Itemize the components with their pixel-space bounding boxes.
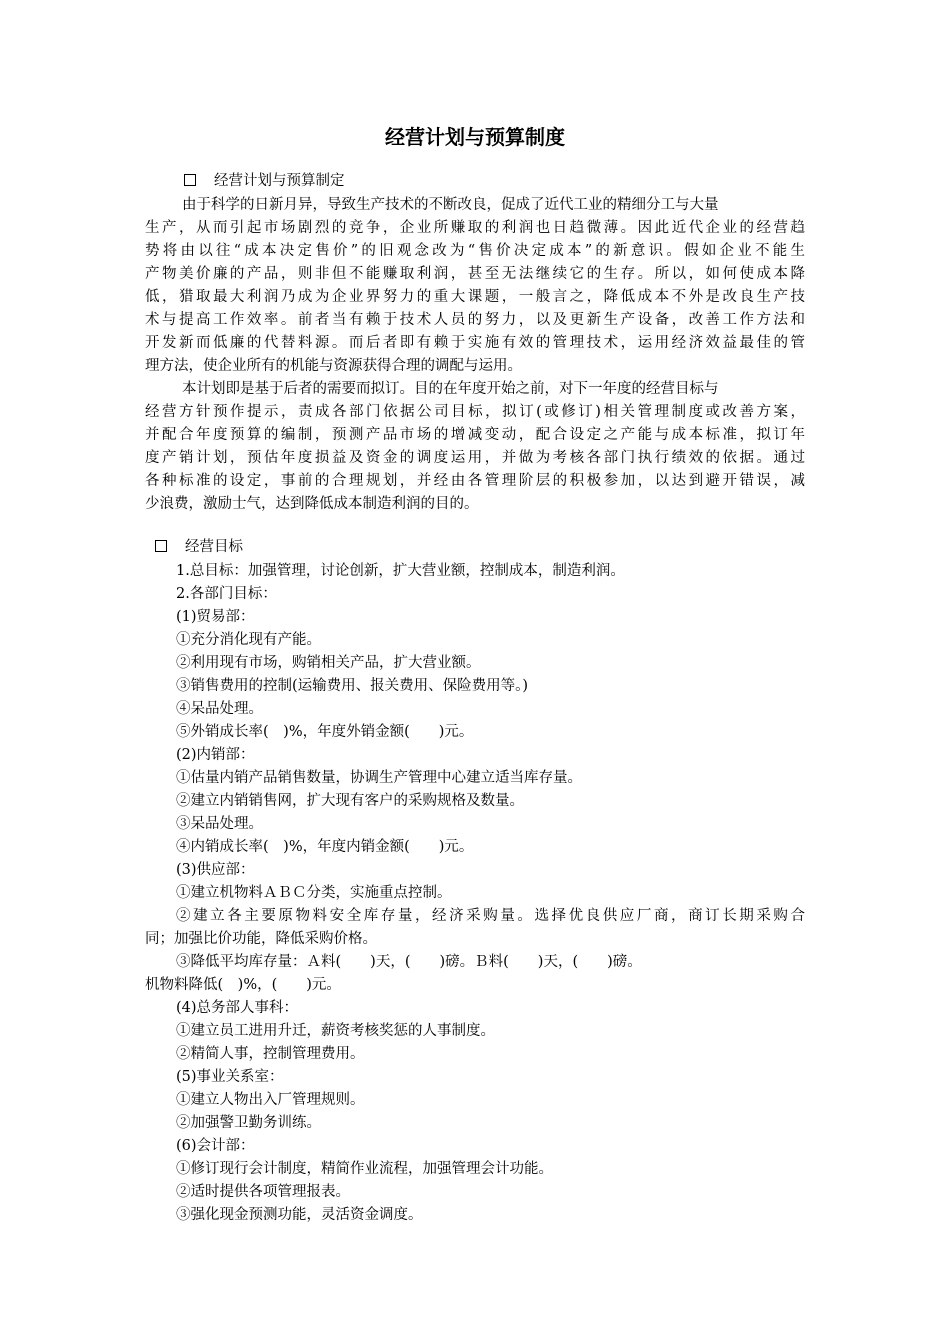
list-item: 2.各部门目标： xyxy=(176,586,277,602)
list-item: ②适时提供各项管理报表。 xyxy=(176,1184,350,1200)
paragraph-line: 生产，从而引起市场剧烈的竞争，企业所赚取的利润也日趋微薄。因此近代企业的经营趋 xyxy=(145,220,805,236)
list-item: ①建立机物料ＡＢＣ分类，实施重点控制。 xyxy=(176,885,452,901)
paragraph-line: 度产销计划，预估年度损益及资金的调度运用，并做为考核各部门执行绩效的依据。通过 xyxy=(145,450,805,466)
paragraph-line: 由于科学的日新月异，导致生产技术的不断改良，促成了近代工业的精细分工与大量 xyxy=(182,197,719,213)
list-item: (3)供应部： xyxy=(176,862,255,878)
list-item: 机物料降低( )%，( )元。 xyxy=(145,977,341,993)
list-item: ①估量内销产品销售数量，协调生产管理中心建立适当库存量。 xyxy=(176,770,582,786)
list-item: ②精简人事，控制管理费用。 xyxy=(176,1046,365,1062)
list-item: ④呆品处理。 xyxy=(176,701,263,717)
list-item: ③降低平均库存量：Ａ料( )天，( )磅。Ｂ料( )天，( )磅。 xyxy=(176,954,642,970)
list-item: ①修订现行会计制度，精简作业流程，加强管理会计功能。 xyxy=(176,1161,553,1177)
paragraph-line: 产物美价廉的产品，则非但不能赚取利润，甚至无法继续它的生存。所以，如何使成本降 xyxy=(145,266,805,282)
paragraph-line: 少浪费，激励士气，达到降低成本制造利润的目的。 xyxy=(145,496,479,512)
list-item: ③销售费用的控制(运输费用、报关费用、保险费用等。) xyxy=(176,678,529,694)
paragraph-line: 开发新而低廉的代替料源。而后者即有赖于实施有效的管理技术，运用经济效益最佳的管 xyxy=(145,335,805,351)
checkbox-square-icon xyxy=(184,174,196,186)
list-item: ①建立人物出入厂管理规则。 xyxy=(176,1092,365,1108)
paragraph-line: 经营方针预作提示，责成各部门依据公司目标，拟订(或修订)相关管理制度或改善方案， xyxy=(145,404,805,420)
paragraph-line: 术与提高工作效率。前者当有赖于技术人员的努力，以及更新生产设备，改善工作方法和 xyxy=(145,312,805,328)
list-item: (6)会计部： xyxy=(176,1138,255,1154)
section-heading-planning xyxy=(184,170,345,192)
list-item: ③强化现金预测功能，灵活资金调度。 xyxy=(176,1207,423,1223)
paragraph-line: 理方法，使企业所有的机能与资源获得合理的调配与运用。 xyxy=(145,358,522,374)
section-heading-text: 经营目标 xyxy=(185,539,243,555)
list-item: 同；加强比价功能，降低采购价格。 xyxy=(145,931,377,947)
paragraph-line: 并配合年度预算的编制，预测产品市场的增减变动，配合设定之产能与成本标准，拟订年 xyxy=(145,427,805,443)
paragraph-line: 势将由以往“成本决定售价”的旧观念改为“售价决定成本”的新意识。假如企业不能生 xyxy=(145,243,805,259)
section-heading-text: 经营计划与预算制定 xyxy=(214,173,345,189)
checkbox-square-icon xyxy=(155,540,167,552)
list-item: (5)事业关系室： xyxy=(176,1069,284,1085)
list-item: ①充分消化现有产能。 xyxy=(176,632,321,648)
list-item: ④内销成长率( )%，年度内销金额( )元。 xyxy=(176,839,474,855)
paragraph-line: 低，猎取最大利润乃成为企业界努力的重大课题，一般言之，降低成本不外是改良生产技 xyxy=(145,289,805,305)
list-item: ②利用现有市场，购销相关产品，扩大营业额。 xyxy=(176,655,481,671)
list-item: (1)贸易部： xyxy=(176,609,255,625)
list-item: ③呆品处理。 xyxy=(176,816,263,832)
paragraph-line: 本计划即是基于后者的需要而拟订。目的在年度开始之前，对下一年度的经营目标与 xyxy=(182,381,719,397)
section-heading-objectives xyxy=(155,536,243,558)
list-item: ②建立各主要原物料安全库存量，经济采购量。选择优良供应厂商，商订长期采购合 xyxy=(176,908,805,924)
document-title: 经营计划与预算制度 xyxy=(385,125,565,149)
list-item: ⑤外销成长率( )%，年度外销金额( )元。 xyxy=(176,724,474,740)
list-item: 1.总目标：加强管理，讨论创新，扩大营业额，控制成本，制造利润。 xyxy=(176,563,625,579)
list-item: ②加强警卫勤务训练。 xyxy=(176,1115,321,1131)
paragraph-line: 各种标准的设定，事前的合理规划，并经由各管理阶层的积极参加，以达到避开错误，减 xyxy=(145,473,805,489)
list-item: ①建立员工进用升迁，薪资考核奖惩的人事制度。 xyxy=(176,1023,495,1039)
list-item: (4)总务部人事科： xyxy=(176,1000,299,1016)
list-item: (2)内销部： xyxy=(176,747,255,763)
list-item: ②建立内销销售网，扩大现有客户的采购规格及数量。 xyxy=(176,793,524,809)
